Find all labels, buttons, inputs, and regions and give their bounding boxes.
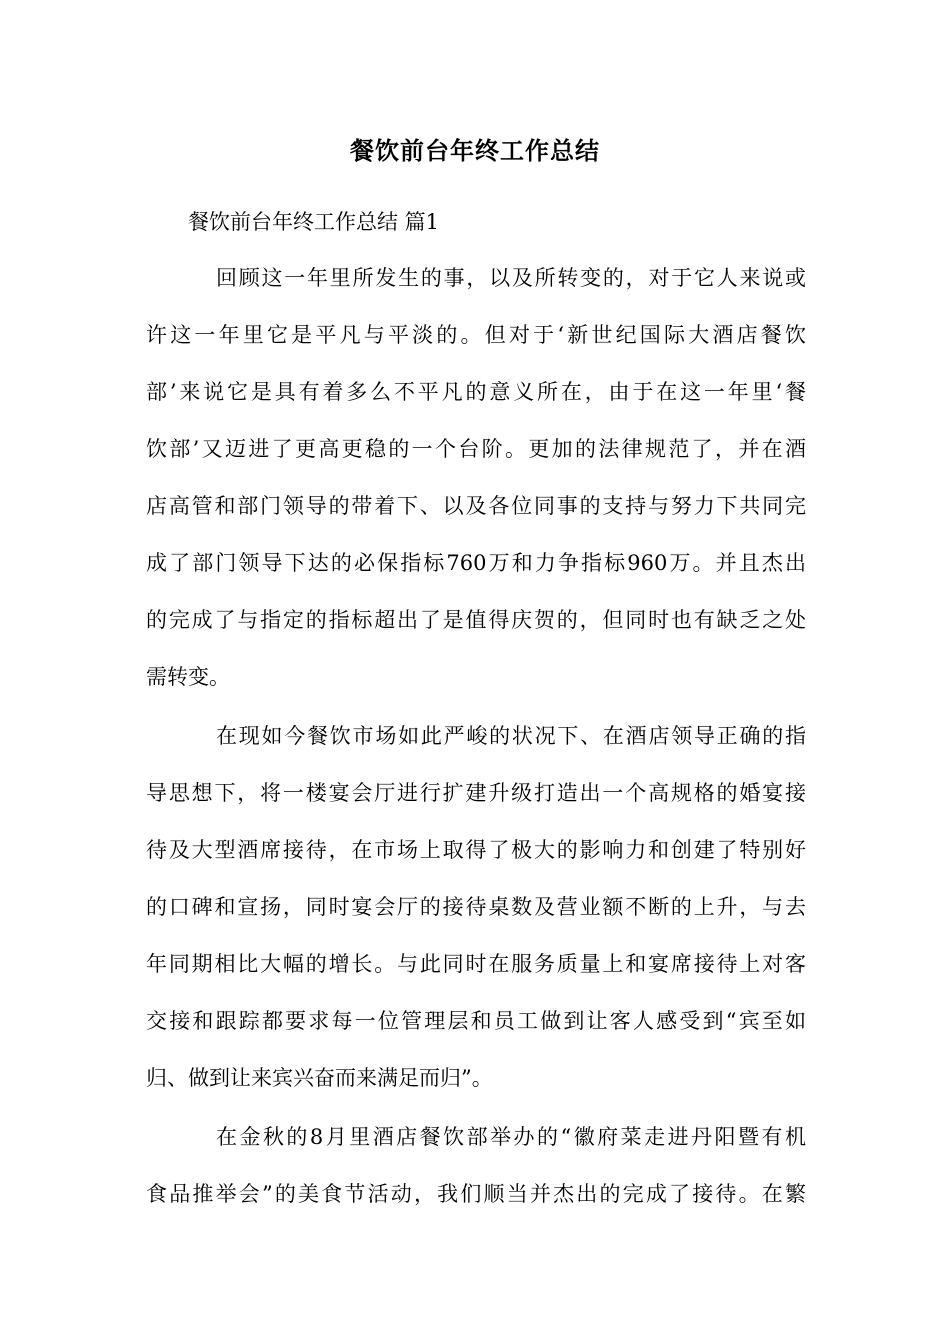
- paragraph-1-line: 成了部门领导下达的必保指标760万和力争指标960万。并且杰出: [146, 551, 806, 575]
- paragraph-1-line: 饮部’又迈进了更高更稳的一个台阶。更加的法律规范了，并在酒: [146, 437, 806, 461]
- paragraph-1-line: 需转变。: [146, 665, 230, 689]
- paragraph-2-line: 在现如今餐饮市场如此严峻的状况下、在酒店领导正确的指: [216, 724, 806, 748]
- paragraph-1-line: 部’来说它是具有着多么不平凡的意义所在，由于在这一年里‘餐: [146, 380, 806, 404]
- paragraph-2-line: 的口碑和宣扬，同时宴会厅的接待桌数及营业额不断的上升，与去: [146, 895, 806, 919]
- section-heading: 餐饮前台年终工作总结 篇1: [188, 210, 440, 234]
- paragraph-3-line: 食品推举会”的美食节活动，我们顺当并杰出的完成了接待。在繁: [146, 1182, 806, 1206]
- paragraph-2-line: 待及大型酒席接待，在市场上取得了极大的影响力和创建了特别好: [146, 838, 806, 862]
- paragraph-2-line: 年同期相比大幅的增长。与此同时在服务质量上和宴席接待上对客: [146, 952, 806, 976]
- paragraph-1-line: 的完成了与指定的指标超出了是值得庆贺的，但同时也有缺乏之处: [146, 608, 806, 632]
- paragraph-3-line: 在金秋的8月里酒店餐饮部举办的“徽府菜走进丹阳暨有机: [216, 1125, 806, 1149]
- paragraph-1-line: 回顾这一年里所发生的事，以及所转变的，对于它人来说或: [216, 266, 806, 290]
- paragraph-2-line: 归、做到让来宾兴奋而来满足而归”。: [146, 1066, 493, 1090]
- paragraph-1-line: 许这一年里它是平凡与平淡的。但对于‘新世纪国际大酒店餐饮: [146, 323, 806, 347]
- paragraph-2-line: 交接和跟踪都要求每一位管理层和员工做到让客人感受到“宾至如: [146, 1009, 806, 1033]
- paragraph-2-line: 导思想下，将一楼宴会厅进行扩建升级打造出一个高规格的婚宴接: [146, 781, 806, 805]
- paragraph-1-line: 店高管和部门领导的带着下、以及各位同事的支持与努力下共同完: [146, 494, 806, 518]
- document-title: 餐饮前台年终工作总结: [350, 137, 600, 165]
